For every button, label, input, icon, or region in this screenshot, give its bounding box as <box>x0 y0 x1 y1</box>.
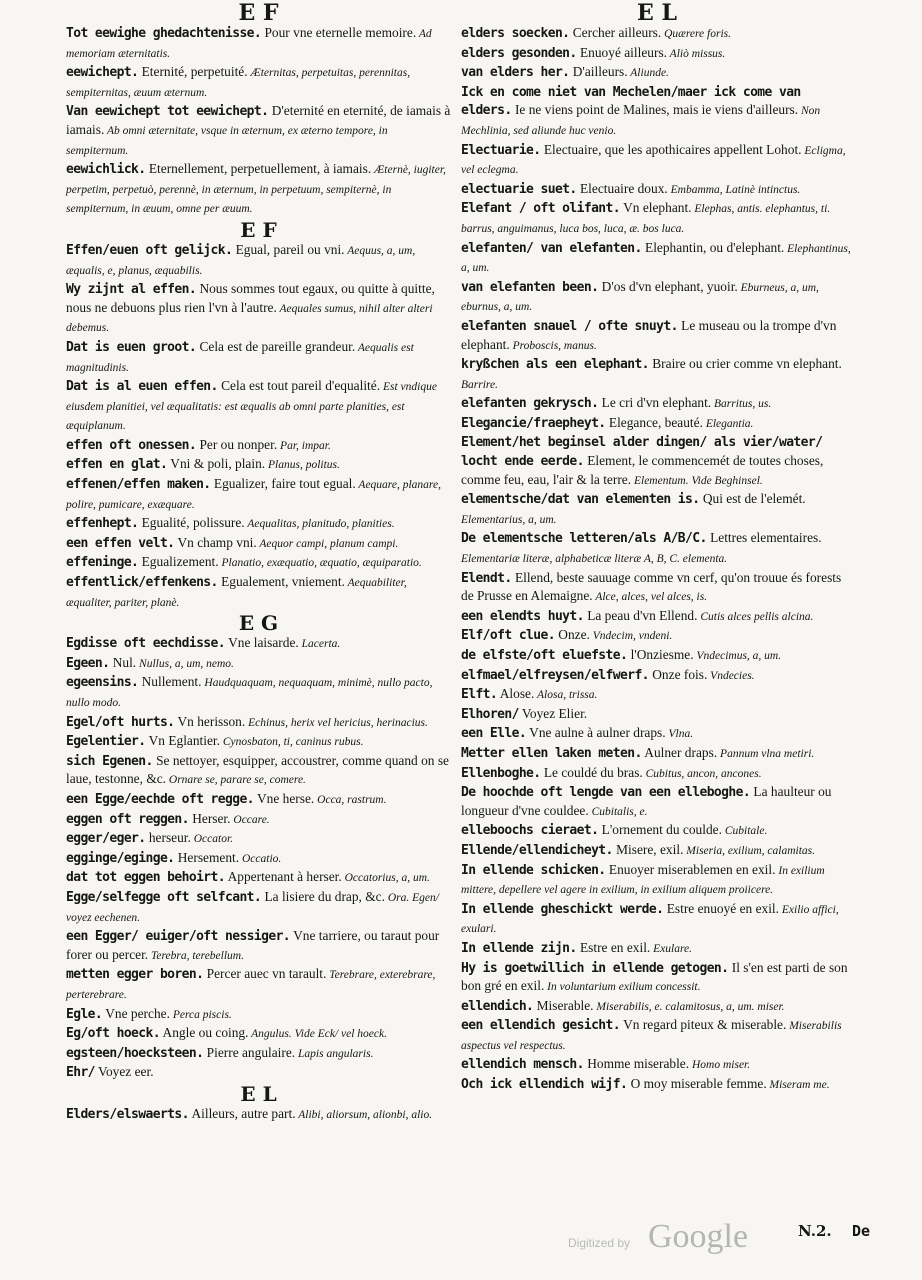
latin-gloss: Homo miser. <box>689 1059 751 1072</box>
headword: Elendt. <box>461 570 512 586</box>
dictionary-entry <box>66 927 451 965</box>
french-gloss: L'ornement du coulde. <box>598 822 722 838</box>
dictionary-entry <box>66 1105 451 1125</box>
french-gloss: Vn champ vni. <box>174 534 257 550</box>
french-gloss: D'ailleurs. <box>569 64 628 80</box>
headword: van elefanten been. <box>461 279 599 295</box>
headword: Dat is euen groot. <box>66 339 197 355</box>
headword: Egelentier. <box>66 734 146 750</box>
french-gloss: Nul. <box>109 654 137 670</box>
dictionary-entry <box>461 317 853 355</box>
left-column-body <box>66 24 451 1124</box>
latin-gloss: Embamma, Latinè intinctus. <box>667 183 801 196</box>
latin-gloss: Occator. <box>190 833 234 846</box>
french-gloss: Nullement. <box>138 674 202 690</box>
french-gloss: Eternité, perpetuité. <box>138 64 248 80</box>
french-gloss: La lisiere du drap, &c. <box>261 888 385 904</box>
dictionary-entry <box>461 414 853 434</box>
dictionary-entry <box>66 280 451 338</box>
headword: effen oft onessen. <box>66 437 197 453</box>
french-gloss: Voyez Elier. <box>518 705 588 721</box>
headword: Tot eewighe ghedachtenisse. <box>66 26 262 41</box>
dictionary-entry <box>461 239 853 278</box>
dictionary-entry <box>461 997 853 1017</box>
headword: Egel/oft hurts. <box>66 714 175 730</box>
latin-gloss: Eburneus, a, um, eburnus, a, um. <box>461 281 819 314</box>
dictionary-entry <box>461 1075 853 1095</box>
headword: een elendts huyt. <box>461 608 584 624</box>
french-gloss: Angle ou coing. <box>159 1025 249 1041</box>
dictionary-entry <box>461 939 853 959</box>
dictionary-entry <box>461 646 853 666</box>
latin-gloss: Aequales sumus, nihil alter alteri debemus. <box>66 302 433 335</box>
headword: van elders her. <box>461 65 570 81</box>
latin-gloss: Aliò missus. <box>667 47 726 60</box>
latin-gloss: Proboscis, manus. <box>509 339 597 352</box>
headword: Elf/oft clue. <box>461 628 555 644</box>
latin-gloss: In voluntarium exilium concessit. <box>544 981 701 994</box>
headword: Eg/oft hoeck. <box>66 1026 160 1042</box>
headword: effenhept. <box>66 516 139 532</box>
headword: dat tot eggen behoirt. <box>66 870 225 886</box>
dictionary-entry <box>66 1063 451 1083</box>
french-gloss: Onze fois. <box>648 666 708 682</box>
digitized-by-label: Digitized by <box>568 1236 631 1250</box>
dictionary-entry <box>66 1005 451 1025</box>
latin-gloss: Ab omni æternitate, vsque in æternum, ex æterno tempore, in sempiternum. <box>66 124 388 157</box>
french-gloss: Aulner draps. <box>641 744 718 760</box>
headword: een effen velt. <box>66 535 175 551</box>
headword: ellendich. <box>461 998 534 1014</box>
dictionary-entry <box>66 790 451 810</box>
latin-gloss: Planatio, exæquatio, æquatio, æquiparatio. <box>218 557 422 570</box>
dictionary-entry <box>66 377 451 436</box>
french-gloss: Vn regard piteux & miserable. <box>620 1017 787 1033</box>
latin-gloss: Angulus. Vide Eck/ vel hoeck. <box>248 1028 387 1041</box>
french-gloss: D'os d'vn elephant, yuoir. <box>598 278 738 294</box>
headword: Egdisse oft eechdisse. <box>66 636 225 652</box>
french-gloss: Vn Eglantier. <box>145 733 221 749</box>
latin-gloss: Planus, politus. <box>265 459 340 472</box>
headword: Wy zijnt al effen. <box>66 282 197 298</box>
headword: kryßchen als een elephant. <box>461 357 649 373</box>
latin-gloss: Miserabilis aspectus vel respectus. <box>461 1020 842 1052</box>
dictionary-entry <box>66 455 451 475</box>
dictionary-entry <box>66 849 451 869</box>
french-gloss: Elegance, beauté. <box>605 414 703 430</box>
left-column <box>66 0 451 1124</box>
headword: egeensins. <box>66 675 139 691</box>
dictionary-entry <box>461 355 853 394</box>
french-gloss: Cela est de pareille grandeur. <box>196 338 356 354</box>
headword: eewichept. <box>66 65 139 81</box>
dictionary-entry <box>461 783 853 821</box>
french-gloss: La haulteur ou longueur d'vne couldee. <box>461 784 832 818</box>
dictionary-entry <box>461 433 853 490</box>
catchword: De <box>852 1222 871 1240</box>
french-gloss: Vne laisarde. <box>225 635 299 651</box>
french-gloss: Element, le commencemét de toutes choses, comme feu, eau, l'air & la terre. <box>461 453 824 487</box>
dictionary-entry <box>66 752 451 790</box>
dictionary-entry <box>461 199 853 238</box>
dictionary-entry <box>461 685 853 705</box>
french-gloss: Egualité, polissure. <box>138 515 245 531</box>
dictionary-entry <box>461 180 853 200</box>
latin-gloss: Exulare. <box>650 942 692 955</box>
latin-gloss: Vndecim, vndeni. <box>589 630 673 643</box>
latin-gloss: Aequabiliter, æqualiter, pariter, planè. <box>66 577 407 609</box>
headword: elleboochs cieraet. <box>461 823 599 839</box>
signature-mark: N.2. <box>798 1222 832 1240</box>
headword: elfmael/elfreysen/elfwerf. <box>461 667 649 683</box>
headword: In ellende gheschickt werde. <box>461 901 664 917</box>
dictionary-entry <box>66 436 451 456</box>
latin-gloss: Vlna. <box>665 728 694 741</box>
headword: Ellende/ellendicheyt. <box>461 842 613 858</box>
latin-gloss: Pannum vlna metiri. <box>717 747 815 760</box>
french-gloss: Braire ou crier comme vn elephant. <box>648 356 842 372</box>
headword: de elfste/oft eluefste. <box>461 648 628 663</box>
french-gloss: Electuaire, que les apothicaires appellent Lohot. <box>540 141 802 157</box>
latin-gloss: Quærere foris. <box>661 28 731 40</box>
dictionary-entry <box>66 810 451 830</box>
latin-gloss: Miserabilis, e. calamitosus, a, um. miser. <box>593 1000 785 1013</box>
french-gloss: D'eternité en eternité, de iamais à iamais. <box>66 103 451 137</box>
french-gloss: Enuoyer miserablemen en exil. <box>605 861 776 877</box>
french-gloss: Ellend, beste sauuage comme vn cerf, qu'on trouue és forests de Prusse en Alemaigne. <box>461 569 842 604</box>
dictionary-entry <box>66 868 451 888</box>
latin-gloss: Nullus, a, um, nemo. <box>136 657 234 670</box>
google-logo: Google <box>648 1218 749 1255</box>
section-heading: E F <box>240 217 277 242</box>
french-gloss: Elephantin, ou d'elephant. <box>641 239 785 255</box>
latin-gloss: Occatorius, a, um. <box>341 872 430 885</box>
dictionary-entry <box>461 63 853 83</box>
french-gloss: Misere, exil. <box>612 841 684 857</box>
dictionary-entry <box>461 1055 853 1075</box>
dictionary-entry <box>66 102 451 160</box>
french-gloss: Pierre angulaire. <box>203 1044 296 1060</box>
latin-gloss: Elegantia. <box>702 417 754 430</box>
dictionary-entry <box>66 888 451 927</box>
french-gloss: Estre enuoyé en exil. <box>663 900 779 916</box>
latin-gloss: Elephas, antis. elephantus, ti. barrus, anguimanus, luca bos, luca, æ. bos luca. <box>461 203 831 235</box>
latin-gloss: Cubitale. <box>721 825 768 838</box>
french-gloss: Vn herisson. <box>174 713 246 729</box>
latin-gloss: Aliunde. <box>627 67 669 80</box>
french-gloss: Herser. <box>188 810 231 826</box>
headword: Hy is goetwillich in ellende getogen. <box>461 960 729 976</box>
headword: een Elle. <box>461 726 527 742</box>
headword: egginge/eginge. <box>66 850 175 866</box>
dictionary-entry <box>66 573 451 612</box>
latin-gloss: Aequor campi, planum campi. <box>256 537 399 550</box>
latin-gloss: Aequare, planare, polire, pumicare, exæquare. <box>66 479 441 511</box>
french-gloss: Le couldé du bras. <box>540 764 643 780</box>
french-gloss: Percer auec vn tarault. <box>203 966 327 982</box>
right-column-body <box>461 24 853 1095</box>
latin-gloss: Non Mechlinia, sed aliunde huc venio. <box>461 105 821 137</box>
latin-gloss: Miseria, exilium, calamitas. <box>683 844 816 857</box>
latin-gloss: Exilio affici, exulari. <box>461 903 839 936</box>
headword: Elegancie/fraepheyt. <box>461 415 606 431</box>
latin-gloss: Æternitas, perpetuitas, perennitas, sempiternitas, æuum æternum. <box>66 67 411 99</box>
french-gloss: Estre en exil. <box>576 939 651 955</box>
french-gloss: Egualizer, faire tout egual. <box>210 476 356 492</box>
dictionary-entry <box>66 514 451 534</box>
dictionary-entry <box>461 959 853 997</box>
headword: In ellende schicken. <box>461 862 606 878</box>
french-gloss: Onze. <box>554 627 590 643</box>
latin-gloss: Ora. Egen/ voyez eechenen. <box>66 891 439 924</box>
latin-gloss: Cutis alces pellis alcina. <box>697 610 814 623</box>
dictionary-entry <box>66 63 451 102</box>
dictionary-entry <box>66 24 451 63</box>
latin-gloss: Perca piscis. <box>169 1008 232 1021</box>
french-gloss: Lettres elementaires. <box>706 530 822 546</box>
headword: Elders/elswaerts. <box>66 1106 189 1122</box>
headword: electuarie suet. <box>461 181 577 197</box>
latin-gloss: Ecligma, vel eclegma. <box>461 144 846 177</box>
headword: effen en glat. <box>66 457 168 473</box>
headword: Elhoren/ <box>461 706 519 722</box>
latin-gloss: Miseram me. <box>766 1079 830 1092</box>
dictionary-entry <box>66 241 451 280</box>
latin-gloss: Vndecies. <box>707 669 755 682</box>
headword: effentlick/effenkens. <box>66 575 218 591</box>
latin-gloss: Par, impar. <box>277 439 331 452</box>
dictionary-entry <box>66 534 451 554</box>
latin-gloss: Alce, alces, vel alces, is. <box>592 591 708 604</box>
dictionary-entry <box>461 1016 853 1055</box>
headword: ellendich mensch. <box>461 1057 584 1073</box>
latin-gloss: Barritus, us. <box>711 398 772 411</box>
dictionary-entry <box>461 607 853 627</box>
dictionary-entry <box>66 475 451 514</box>
headword: Metter ellen laken meten. <box>461 745 642 761</box>
headword: elefanten snauel / ofte snuyt. <box>461 318 678 334</box>
dictionary-entry <box>461 278 853 317</box>
headword: eggen oft reggen. <box>66 811 189 827</box>
left-column-header: E F <box>238 0 279 26</box>
french-gloss: Egual, pareil ou vni. <box>232 241 345 257</box>
headword: elefanten gekrysch. <box>461 396 599 412</box>
dictionary-entry <box>461 141 853 180</box>
french-gloss: Se nettoyer, esquipper, accoustrer, comme quand on se laue, testonne, &c. <box>66 752 449 787</box>
dictionary-entry <box>461 821 853 841</box>
dictionary-entry <box>66 634 451 654</box>
dictionary-entry <box>461 900 853 939</box>
latin-gloss: Elephantinus, a, um. <box>461 242 851 275</box>
french-gloss: Voyez eer. <box>94 1064 154 1080</box>
section-heading: E G <box>238 611 279 636</box>
dictionary-entry <box>461 529 853 568</box>
right-column-header: E L <box>637 0 677 26</box>
headword: Elefant / oft olifant. <box>461 201 620 217</box>
latin-gloss: Barrire. <box>461 378 498 391</box>
french-gloss: Egualement, vniement. <box>217 574 345 590</box>
headword: een ellendich gesicht. <box>461 1018 620 1034</box>
dictionary-entry <box>461 490 853 529</box>
headword: sich Egenen. <box>66 753 153 769</box>
french-gloss: Per ou nonper. <box>196 436 278 452</box>
section-heading: E L <box>240 1081 277 1106</box>
dictionary-entry <box>66 1024 451 1044</box>
latin-gloss: Est vndique eiusdem planitiei, vel æqualitatis: est æqualis ab omni parte planities, est æquiplanum. <box>66 381 437 433</box>
dictionary-entry <box>66 654 451 674</box>
french-gloss: Cercher ailleurs. <box>569 25 662 40</box>
headword: Electuarie. <box>461 142 541 158</box>
dictionary-entry <box>461 744 853 764</box>
french-gloss: Pour vne eternelle memoire. <box>261 25 417 40</box>
dictionary-entry <box>66 732 451 752</box>
headword: Effen/euen oft gelijck. <box>66 242 233 258</box>
headword: Van eewichept tot eewichept. <box>66 104 269 120</box>
dictionary-entry <box>66 338 451 377</box>
latin-gloss: Aequalitas, planitudo, planities. <box>244 518 395 531</box>
dictionary-entry <box>461 626 853 646</box>
french-gloss: herseur. <box>145 830 191 846</box>
right-column <box>461 0 853 1095</box>
latin-gloss: Lacerta. <box>298 638 341 651</box>
french-gloss: Vni & poli, plain. <box>167 456 266 472</box>
latin-gloss: Aequalis est magnitudinis. <box>66 341 414 374</box>
french-gloss: Vne aulne à aulner draps. <box>526 725 666 741</box>
french-gloss: Ie ne viens point de Malines, mais ie viens d'ailleurs. <box>511 102 799 118</box>
headword: effenen/effen maken. <box>66 477 211 493</box>
headword: elefanten/ van elefanten. <box>461 240 642 256</box>
page-footer <box>0 1218 922 1262</box>
headword: Elft. <box>461 687 498 703</box>
dictionary-entry <box>461 24 853 44</box>
french-gloss: Enuoyé ailleurs. <box>576 44 668 60</box>
french-gloss: Vn elephant. <box>620 200 692 216</box>
french-gloss: Miserable. <box>533 997 594 1013</box>
french-gloss: Le museau ou la trompe d'vn elephant. <box>461 317 837 352</box>
french-gloss: Ailleurs, autre part. <box>188 1105 296 1121</box>
dictionary-entry <box>461 705 853 725</box>
dictionary-entry <box>66 553 451 573</box>
dictionary-entry <box>461 394 853 414</box>
headword: Dat is al euen effen. <box>66 379 218 395</box>
dictionary-entry <box>66 673 451 712</box>
french-gloss: O moy miserable femme. <box>627 1076 767 1092</box>
latin-gloss: Elementarius, a, um. <box>461 513 557 526</box>
headword: Ellenboghe. <box>461 765 541 781</box>
headword: Ick en come niet van Mechelen/maer ick come van elders. <box>461 84 801 119</box>
french-gloss: Appertenant à herser. <box>225 869 342 885</box>
headword: Ehr/ <box>66 1065 95 1081</box>
latin-gloss: Alibi, aliorsum, alionbi, alio. <box>295 1108 433 1121</box>
latin-gloss: Vndecimus, a, um. <box>693 650 782 662</box>
latin-gloss: Elementariæ literæ, alphabeticæ literæ A, B, C. elementa. <box>461 553 728 566</box>
latin-gloss: Cubitalis, e. <box>588 805 648 818</box>
headword: elementsche/dat van elementen is. <box>461 492 700 508</box>
dictionary-entry <box>461 569 853 607</box>
latin-gloss: Æternè, iugiter, perpetim, perpetuò, perennè, in æternum, in perpetuum, sempiternè, in sempiternum, in æuum, omne per æuum. <box>66 164 446 216</box>
latin-gloss: In exilium mittere, depellere vel agere in exilium, in exilium aliquem proiicere. <box>461 864 825 897</box>
latin-gloss: Aequus, a, um, æqualis, e, planus, æquabilis. <box>66 244 416 277</box>
headword: Egge/selfegge oft selfcant. <box>66 889 262 905</box>
headword: eewichlick. <box>66 162 146 178</box>
latin-gloss: Cubitus, ancon, ancones. <box>642 767 762 780</box>
latin-gloss: Occatio. <box>239 852 282 865</box>
latin-gloss: Occare. <box>230 813 270 826</box>
french-gloss: Egualizement. <box>138 554 219 570</box>
french-gloss: Nous sommes tout egaux, ou quitte à quitte, nous ne debuons plus rien l'vn à l'autre. <box>66 281 435 315</box>
headword: een Egger/ euiger/oft nessiger. <box>66 929 291 945</box>
dictionary-entry <box>461 44 853 64</box>
dictionary-entry <box>461 666 853 686</box>
latin-gloss: Terebrare, exterebrare, perterebrare. <box>66 969 436 1001</box>
french-gloss: Vne tarriere, ou taraut pour forer ou percer. <box>66 928 440 962</box>
french-gloss: Vne herse. <box>253 790 315 806</box>
headword: elders gesonden. <box>461 45 577 61</box>
latin-gloss: Cynosbaton, ti, caninus rubus. <box>220 736 364 749</box>
latin-gloss: Occa, rastrum. <box>314 793 387 806</box>
dictionary-entry <box>461 841 853 861</box>
headword: De elementsche letteren/als A/B/C. <box>461 531 707 547</box>
headword: elders soecken. <box>461 26 570 41</box>
latin-gloss: Echinus, herix vel hericius, herinacius. <box>245 716 428 729</box>
headword: effeninge. <box>66 555 139 571</box>
headword: Element/het beginsel alder dingen/ als vier/water/ locht ende eerde. <box>461 435 823 470</box>
french-gloss: Hersement. <box>174 849 240 865</box>
latin-gloss: Alosa, trissa. <box>534 689 598 702</box>
dictionary-entry <box>461 764 853 784</box>
latin-gloss: Haudquaquam, nequaquam, minimè, nullo pacto, nullo modo. <box>66 677 433 709</box>
french-gloss: l'Onziesme. <box>627 647 694 662</box>
dictionary-entry <box>461 724 853 744</box>
dictionary-entry <box>461 861 853 900</box>
french-gloss: Electuaire doux. <box>576 180 668 196</box>
french-gloss: Vne perche. <box>102 1005 170 1021</box>
french-gloss: Qui est de l'elemét. <box>699 491 806 507</box>
dictionary-entry <box>66 829 451 849</box>
dictionary-entry <box>66 1044 451 1064</box>
dictionary-entry <box>461 83 853 141</box>
headword: In ellende zijn. <box>461 940 577 956</box>
french-gloss: Homme miserable. <box>583 1056 690 1072</box>
headword: Och ick ellendich wijf. <box>461 1077 628 1093</box>
headword: egger/eger. <box>66 831 146 847</box>
french-gloss: Cela est tout pareil d'equalité. <box>217 378 381 394</box>
french-gloss: Le cri d'vn elephant. <box>598 395 712 411</box>
french-gloss: La peau d'vn Ellend. <box>583 607 698 623</box>
french-gloss: Il s'en est parti de son bon gré en exil. <box>461 959 848 994</box>
headword: Egle. <box>66 1006 103 1022</box>
headword: een Egge/eechde oft regge. <box>66 791 254 807</box>
latin-gloss: Terebra, terebellum. <box>148 949 244 962</box>
headword: Egeen. <box>66 655 110 671</box>
dictionary-entry <box>66 965 451 1004</box>
dictionary-entry <box>66 713 451 733</box>
latin-gloss: Ad memoriam æternitatis. <box>66 28 432 60</box>
french-gloss: Eternellement, perpetuellement, à iamais. <box>145 161 372 177</box>
dictionary-entry <box>66 160 451 219</box>
headword: egsteen/hoecksteen. <box>66 1045 204 1061</box>
latin-gloss: Elementum. Vide Beghinsel. <box>631 474 763 487</box>
headword: metten egger boren. <box>66 967 204 983</box>
latin-gloss: Lapis angularis. <box>295 1047 374 1060</box>
french-gloss: Alose. <box>497 686 535 702</box>
latin-gloss: Ornare se, parare se, comere. <box>166 774 306 787</box>
headword: De hoochde oft lengde van een elleboghe. <box>461 785 751 801</box>
